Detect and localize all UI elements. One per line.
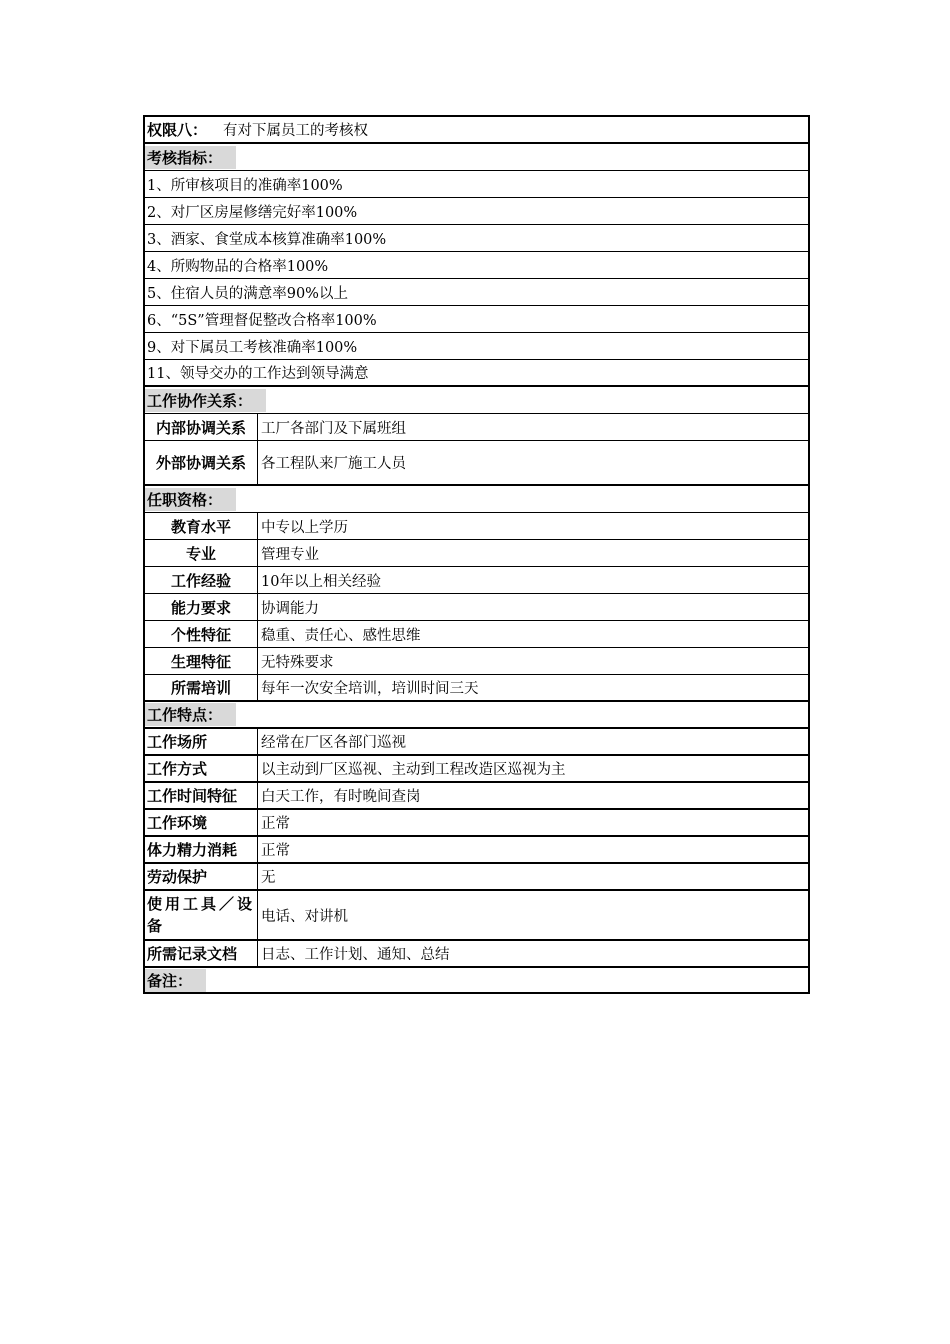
qual-value: 无特殊要求: [261, 654, 334, 671]
kpi-item: [145, 171, 808, 198]
coop-label: 内部协调关系: [145, 414, 258, 440]
feature-row: [145, 891, 808, 941]
feature-label: 劳动保护: [145, 864, 258, 889]
qual-header-row: [145, 486, 808, 513]
kpi-item-text: 3、酒家、食堂成本核算准确率100%: [147, 231, 387, 248]
feature-value: 以主动到厂区巡视、主动到工程改造区巡视为主: [261, 762, 566, 778]
feature-value: 正常: [261, 843, 290, 859]
authority-row: [145, 117, 808, 144]
qual-row: [145, 513, 808, 540]
kpi-item-text: 2、对厂区房屋修缮完好率100%: [147, 204, 358, 221]
coop-row: [145, 441, 808, 486]
feature-row: [145, 837, 808, 864]
feature-row: [145, 756, 808, 783]
feature-row: [145, 941, 808, 968]
coop-header: 工作协作关系：: [145, 389, 266, 412]
coop-header-row: [145, 387, 808, 414]
feature-value: 白天工作，有时晚间查岗: [261, 789, 421, 805]
coop-value: 工厂各部门及下属班组: [261, 420, 406, 437]
kpi-item-text: 11、领导交办的工作达到领导满意: [147, 366, 369, 382]
qual-label: 教育水平: [145, 513, 258, 539]
qual-row: [145, 648, 808, 675]
qual-label: 工作经验: [145, 567, 258, 593]
remarks-row: [145, 968, 808, 994]
job-description-table: [143, 115, 810, 994]
qual-value: 稳重、责任心、感性思维: [261, 627, 421, 644]
kpi-header-row: [145, 144, 808, 171]
remarks-header: 备注：: [145, 969, 206, 992]
kpi-item: [145, 198, 808, 225]
features-header-row: [145, 702, 808, 729]
qual-value: 每年一次安全培训，培训时间三天: [261, 681, 479, 697]
feature-label: 工作时间特征: [145, 783, 258, 808]
feature-value: 无: [261, 870, 276, 886]
qual-label: 专业: [145, 540, 258, 566]
qual-value: 协调能力: [261, 600, 319, 617]
qual-label: 生理特征: [145, 648, 258, 674]
kpi-item: [145, 225, 808, 252]
qual-label: 个性特征: [145, 621, 258, 647]
feature-label: 使用工具／设备: [145, 891, 258, 939]
kpi-item: [145, 252, 808, 279]
qual-label: 所需培训: [145, 675, 258, 700]
feature-row: [145, 729, 808, 756]
feature-value: 电话、对讲机: [261, 908, 348, 925]
features-header: 工作特点：: [145, 703, 236, 726]
feature-label: 工作环境: [145, 810, 258, 835]
qual-row: [145, 567, 808, 594]
qual-row: [145, 540, 808, 567]
feature-label: 工作方式: [145, 756, 258, 781]
qual-value: 中专以上学历: [261, 519, 348, 536]
qual-value: 管理专业: [261, 546, 319, 563]
feature-row: [145, 810, 808, 837]
qual-row: [145, 675, 808, 702]
feature-value: 日志、工作计划、通知、总结: [261, 947, 450, 963]
qual-label: 能力要求: [145, 594, 258, 620]
feature-label: 体力精力消耗: [145, 837, 258, 862]
feature-label: 工作场所: [145, 729, 258, 754]
feature-label: 所需记录文档: [145, 941, 258, 966]
kpi-item: [145, 360, 808, 387]
authority-value: 有对下属员工的考核权: [223, 123, 369, 139]
kpi-item-text: 6、“5S”管理督促整改合格率100%: [147, 312, 377, 329]
qual-row: [145, 621, 808, 648]
coop-row: [145, 414, 808, 441]
qual-value: 10年以上相关经验: [261, 573, 381, 590]
kpi-item-text: 9、对下属员工考核准确率100%: [147, 339, 358, 356]
feature-value: 经常在厂区各部门巡视: [261, 735, 406, 751]
kpi-header: 考核指标：: [145, 146, 236, 169]
qual-header: 任职资格：: [145, 488, 236, 511]
authority-label: 权限八：: [147, 121, 208, 139]
feature-value: 正常: [261, 816, 290, 832]
kpi-item: [145, 279, 808, 306]
kpi-item-text: 1、所审核项目的准确率100%: [147, 177, 343, 194]
feature-row: [145, 783, 808, 810]
coop-label: 外部协调关系: [145, 441, 258, 484]
kpi-item: [145, 333, 808, 360]
kpi-item-text: 5、住宿人员的满意率90%以上: [147, 285, 348, 302]
feature-row: [145, 864, 808, 891]
kpi-item-text: 4、所购物品的合格率100%: [147, 258, 329, 275]
qual-row: [145, 594, 808, 621]
kpi-item: [145, 306, 808, 333]
coop-value: 各工程队来厂施工人员: [261, 456, 406, 472]
